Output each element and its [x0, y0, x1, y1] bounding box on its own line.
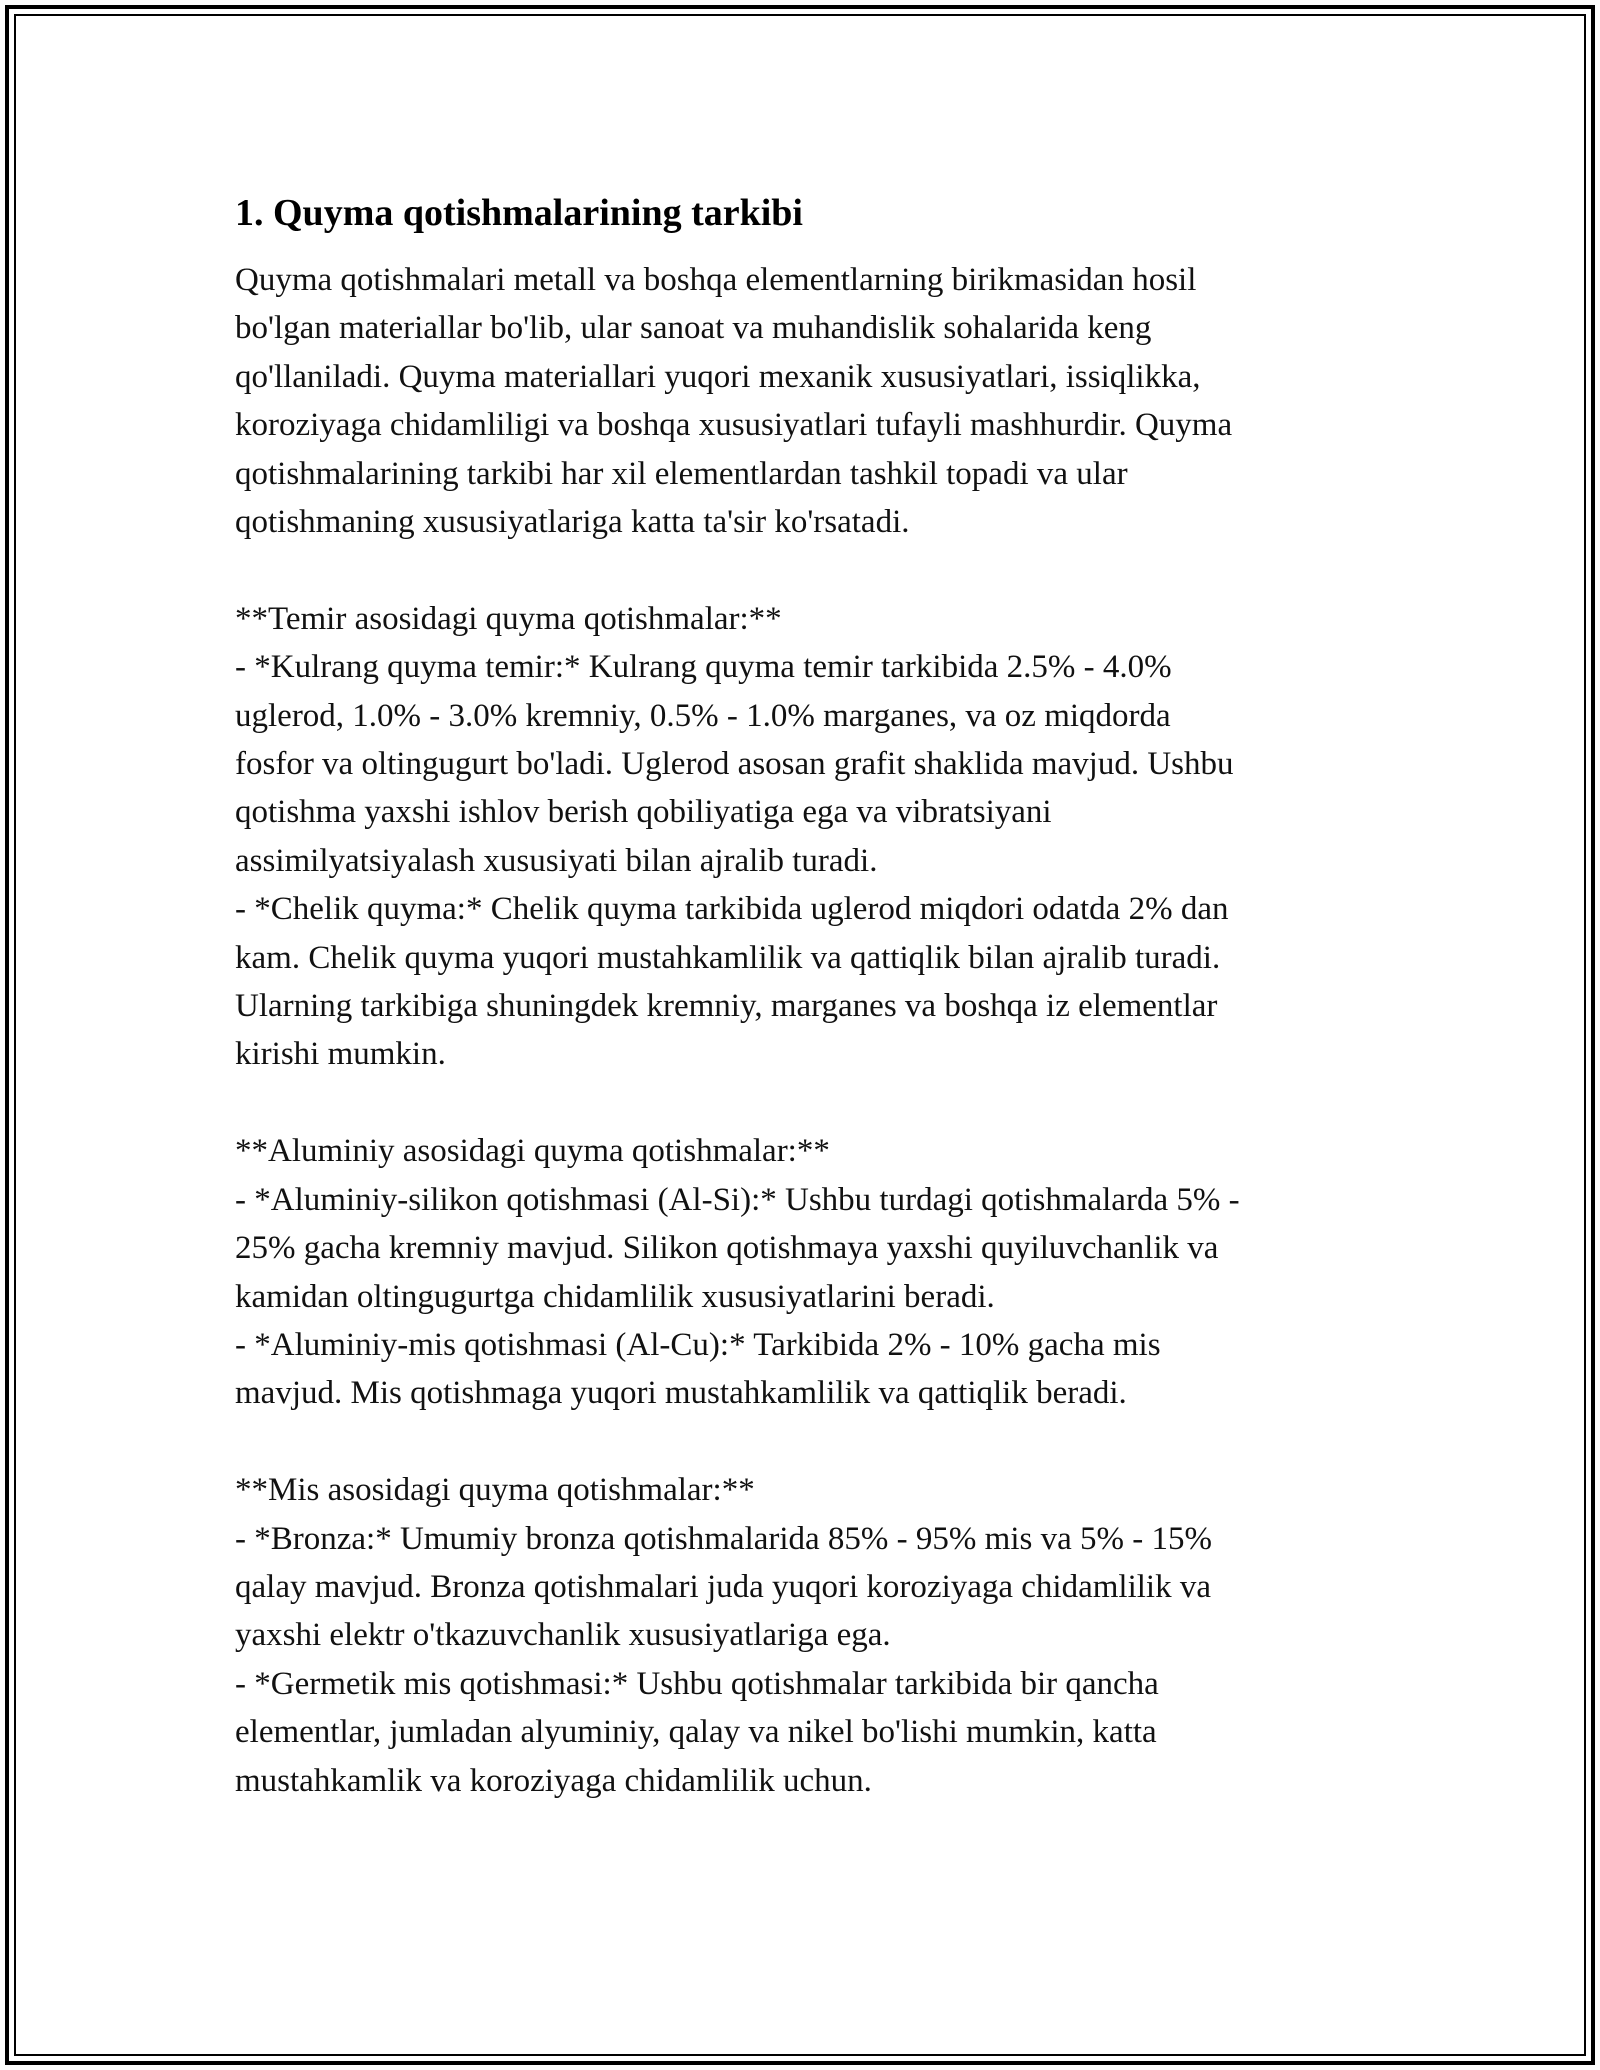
- section-iron-alloys: [235, 595, 1365, 1079]
- section-title: **Mis asosidagi quyma qotishmalar:**: [235, 1472, 755, 1509]
- list-item: - *Aluminiy-mis qotishmasi (Al-Cu):* Tarkibida 2% - 10% gacha mis mavjud. Mis qotishmaga yuqori mustahkamlilik va qattiqlik beradi.: [235, 1326, 1161, 1412]
- list-item: - *Bronza:* Umumiy bronza qotishmalarida 85% - 95% mis va 5% - 15% qalay mavjud. Bronza qotishmalari juda yuqori koroziyaga chidamlilik va yaxshi elektr o'tkazuvchanlik xususiyatlariga ega.: [235, 1520, 1212, 1654]
- intro-paragraph: Quyma qotishmalari metall va boshqa elementlarning birikmasidan hosil bo'lgan materiallar bo'lib, ular sanoat va muhandislik sohalarida keng qo'llaniladi. Quyma materiallari yuqori mexanik xususiyatlari, issiqlikka, koroziyaga chidamliligi va boshqa xususiyatlari tufayli mashhurdir. Quyma qotishmalarining tarkibi har xil elementlardan tashkil topadi va ular qotishmaning xususiyatlariga katta ta'sir ko'rsatadi.: [235, 262, 1233, 541]
- section-heading: 1. Quyma qotishmalarining tarkibi: [235, 192, 803, 234]
- list-item: - *Chelik quyma:* Chelik quyma tarkibida uglerod miqdori odatda 2% dan kam. Chelik quyma yuqori mustahkamlilik va qattiqlik bilan ajralib turadi. Ularning tarkibiga shuningdek kremniy, marganes va boshqa iz elementlar kirishi mumkin.: [235, 891, 1229, 1073]
- list-item: - *Kulrang quyma temir:* Kulrang quyma temir tarkibida 2.5% - 4.0% uglerod, 1.0% - 3.0% kremniy, 0.5% - 1.0% marganes, va oz miqdorda fosfor va oltingugurt bo'ladi. Uglerod asosan grafit shaklida mavjud. Ushbu qotishma yaxshi ishlov berish qobiliyatiga ega va vibratsiyani assimilyatsiyalash xususiyati bilan ajralib turadi.: [235, 649, 1234, 879]
- list-item: - *Aluminiy-silikon qotishmasi (Al-Si):* Ushbu turdagi qotishmalarda 5% - 25% gacha kremniy mavjud. Silikon qotishmaya yaxshi quyiluvchanlik va kamidan oltingugurtga chidamlilik xususiyatlarini beradi.: [235, 1181, 1240, 1315]
- section-copper-alloys: [235, 1466, 1365, 1805]
- document-body: [235, 188, 1365, 1805]
- list-item: - *Germetik mis qotishmasi:* Ushbu qotishmalar tarkibida bir qancha elementlar, jumladan alyuminiy, qalay va nikel bo'lishi mumkin, katta mustahkamlik va koroziyaga chidamlilik uchun.: [235, 1665, 1159, 1799]
- section-title: **Temir asosidagi quyma qotishmalar:**: [235, 600, 782, 637]
- section-aluminium-alloys: [235, 1127, 1365, 1417]
- section-title: **Aluminiy asosidagi quyma qotishmalar:**: [235, 1133, 830, 1170]
